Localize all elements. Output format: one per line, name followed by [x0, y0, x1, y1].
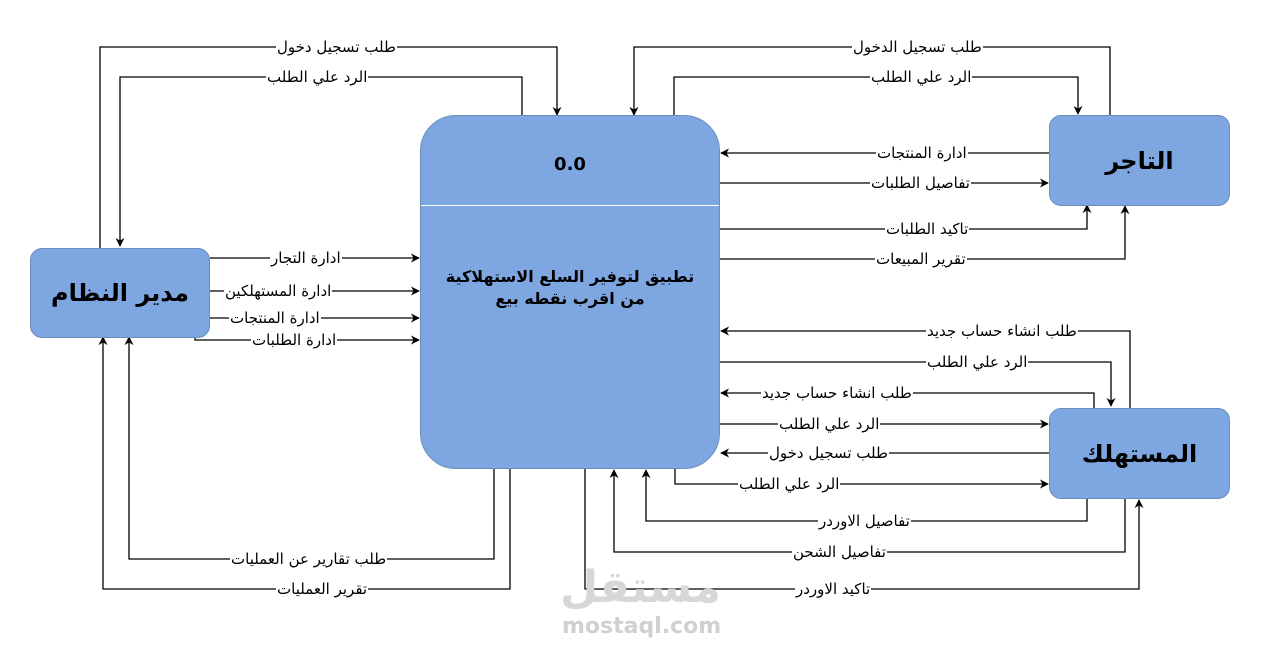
- label-consumer-login-request: طلب تسجيل دخول: [769, 444, 888, 462]
- entity-consumer[interactable]: المستهلك: [1049, 408, 1230, 499]
- label-manage-consumers: ادارة المستهلكين: [225, 282, 332, 300]
- label-admin-login-reply: الرد علي الطلب: [267, 68, 368, 86]
- watermark-url: mostaql.com: [562, 614, 722, 639]
- label-merchant-login-request: طلب تسجيل الدخول: [853, 38, 982, 56]
- label-merchant-login-reply: الرد علي الطلب: [871, 68, 972, 86]
- process-divider: [421, 205, 719, 206]
- label-order-confirm: تاكيد الطلبات: [886, 220, 969, 238]
- label-merchant-manage-products: ادارة المنتجات: [877, 144, 967, 162]
- entity-admin[interactable]: مدير النظام: [30, 248, 210, 338]
- label-new-account-request-1: طلب انشاء حساب جديد: [927, 322, 1077, 340]
- label-admin-login-request: طلب تسجيل دخول: [277, 38, 396, 56]
- label-order-details: تفاصيل الطلبات: [871, 174, 970, 192]
- watermark-logo: مستقل: [560, 562, 721, 613]
- process-box[interactable]: [420, 115, 720, 469]
- label-admin-manage-products: ادارة المنتجات: [230, 309, 320, 327]
- process-id: 0.0: [554, 154, 586, 175]
- label-request-reports: طلب تقارير عن العمليات: [231, 550, 387, 568]
- label-operations-report: تقرير العمليات: [277, 580, 368, 598]
- label-order-details-consumer: تفاصيل الاوردر: [819, 512, 910, 530]
- entity-merchant[interactable]: التاجر: [1049, 115, 1230, 206]
- label-order-confirm-consumer: تاكيد الاوردر: [796, 580, 871, 598]
- label-reply-2: الرد علي الطلب: [779, 415, 880, 433]
- label-manage-orders: ادارة الطلبات: [252, 331, 337, 349]
- label-shipping-details: تفاصيل الشحن: [793, 543, 886, 561]
- label-sales-report: تقرير المبيعات: [876, 250, 966, 268]
- label-new-account-request-2: طلب انشاء حساب جديد: [762, 384, 912, 402]
- flow-reply-3: [675, 468, 1048, 484]
- label-manage-merchants: ادارة التجار: [271, 249, 341, 267]
- label-reply-1: الرد علي الطلب: [927, 353, 1028, 371]
- label-reply-3: الرد علي الطلب: [739, 475, 840, 493]
- process-title: تطبيق لتوفير السلع الاستهلاكية من اقرب نقطه بيع: [445, 267, 695, 308]
